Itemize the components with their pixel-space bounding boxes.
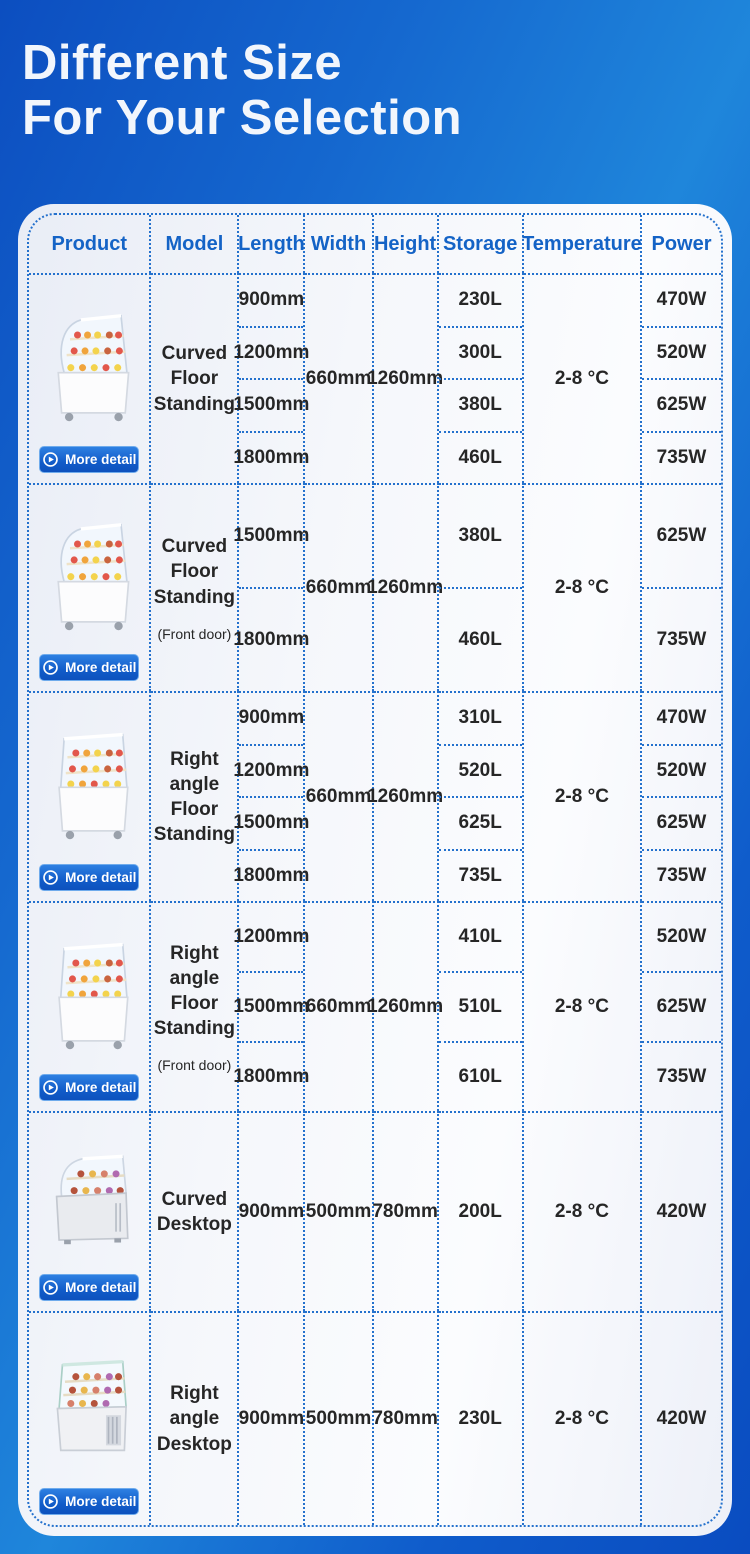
- width-cell: 500mm: [305, 1311, 373, 1525]
- model-name: Curved Desktop: [156, 1188, 232, 1235]
- model-note: (Front door): [157, 1057, 232, 1074]
- column-header-width: Width: [305, 215, 373, 273]
- model-name: Curved Floor Standing: [153, 536, 236, 608]
- length-cell: [233, 691, 310, 901]
- width-cell: 500mm: [305, 1111, 373, 1311]
- storage-value: 230L: [439, 275, 522, 328]
- model-cell: [151, 483, 239, 691]
- power-value: 625W: [642, 973, 721, 1043]
- length-cell: [239, 1111, 305, 1311]
- storage-value: 460L: [458, 629, 502, 650]
- storage-value: 610L: [458, 1066, 502, 1087]
- column-header-model: Model: [151, 215, 239, 273]
- product-image-curved-floor: [39, 495, 139, 654]
- length-value: 1200mm: [239, 328, 303, 381]
- page-title-line-1: Different Size Different Size: [22, 36, 462, 91]
- length-value: 1500mm: [239, 380, 303, 433]
- product-image-right-desktop: [39, 1323, 139, 1488]
- power-value: 470W: [642, 693, 721, 746]
- length-value: 900mm: [238, 1408, 305, 1429]
- storage-value: 310L: [439, 693, 522, 746]
- model-cell: [151, 1111, 239, 1311]
- product-image-curved-desktop: [39, 1123, 139, 1274]
- power-value: 520W: [642, 328, 721, 381]
- more-detail-label: More detail: [65, 1080, 137, 1095]
- product-cell: [29, 483, 151, 691]
- storage-value: 200L: [458, 1201, 502, 1222]
- more-detail-label: More detail: [65, 452, 137, 467]
- model-name: Right angle Floor Standing: [153, 942, 236, 1040]
- power-value: 420W: [656, 1408, 707, 1429]
- more-detail-label: More detail: [65, 1494, 137, 1509]
- column-header-storage: Storage: [439, 215, 524, 273]
- more-detail-label: More detail: [65, 870, 137, 885]
- length-value: 1500mm: [239, 798, 303, 851]
- temperature-cell: 2-8 °C: [524, 691, 642, 901]
- play-icon: [42, 1279, 59, 1296]
- model-cell: [151, 901, 239, 1111]
- power-value: 470W: [642, 275, 721, 328]
- play-icon: [42, 451, 59, 468]
- storage-cell: [439, 901, 524, 1111]
- temperature-cell: 2-8 °C: [524, 273, 642, 483]
- storage-cell: [439, 483, 524, 691]
- height-cell: 780mm: [374, 1311, 439, 1525]
- storage-cell: [439, 273, 524, 483]
- product-cell: [29, 1311, 151, 1525]
- storage-cell: [439, 1311, 524, 1525]
- storage-cell: [439, 691, 524, 901]
- model-cell: [151, 273, 239, 483]
- power-value: 625W: [642, 798, 721, 851]
- length-value: 1200mm: [239, 746, 303, 799]
- length-value: 1200mm: [239, 903, 303, 973]
- power-cell: [642, 1111, 721, 1311]
- length-value: 900mm: [239, 693, 303, 746]
- storage-value: 410L: [439, 903, 522, 973]
- height-cell: 1260mm: [374, 691, 439, 901]
- length-value: 1500mm: [239, 973, 303, 1043]
- temperature-cell: 2-8 °C: [524, 1311, 642, 1525]
- length-cell: [239, 1311, 305, 1525]
- length-cell: [233, 483, 310, 691]
- power-cell: [642, 273, 721, 483]
- length-value: 1800mm: [233, 629, 310, 650]
- power-value: 735W: [656, 1066, 707, 1087]
- more-detail-button[interactable]: [39, 654, 139, 681]
- storage-value: 460L: [458, 446, 502, 468]
- storage-cell: [439, 1111, 524, 1311]
- product-image-right-floor: [39, 913, 139, 1074]
- more-detail-button[interactable]: [39, 1074, 139, 1101]
- power-value: 625W: [642, 380, 721, 433]
- power-value: 735W: [656, 629, 707, 650]
- model-name: Curved Floor Standing: [153, 343, 236, 415]
- power-cell: [642, 483, 721, 691]
- model-note: (Front door): [157, 625, 232, 642]
- length-value: 1800mm: [233, 446, 310, 468]
- model-name: Right angle Desktop: [156, 1383, 232, 1455]
- storage-value: 510L: [439, 973, 522, 1043]
- length-value: 1800mm: [233, 1066, 310, 1087]
- width-cell: 660mm: [305, 483, 373, 691]
- play-icon: [42, 1079, 59, 1096]
- storage-value: 300L: [439, 328, 522, 381]
- storage-value: 735L: [458, 864, 502, 886]
- width-cell: 660mm: [305, 901, 373, 1111]
- column-header-length: Length: [239, 215, 305, 273]
- height-cell: 1260mm: [374, 901, 439, 1111]
- storage-value: 380L: [439, 485, 522, 589]
- column-header-power: Power: [651, 232, 712, 255]
- product-image-curved-floor: [39, 285, 139, 446]
- column-header-product: Product: [29, 215, 151, 273]
- power-value: 625W: [642, 485, 721, 589]
- storage-value: 520L: [439, 746, 522, 799]
- power-cell: [642, 901, 721, 1111]
- width-cell: 660mm: [305, 691, 373, 901]
- page-title-line-2: For Your Selection For Your Selection: [22, 91, 462, 146]
- product-cell: [29, 691, 151, 901]
- height-cell: 780mm: [374, 1111, 439, 1311]
- height-cell: 1260mm: [374, 483, 439, 691]
- storage-value: 380L: [439, 380, 522, 433]
- power-value: 735W: [656, 446, 707, 468]
- more-detail-label: More detail: [65, 660, 137, 675]
- play-icon: [42, 659, 59, 676]
- product-image-right-floor: [39, 703, 139, 864]
- length-value: 1800mm: [233, 864, 310, 886]
- power-value: 735W: [656, 864, 707, 886]
- column-header-height: Height: [374, 215, 439, 273]
- hero-title: [22, 36, 462, 146]
- power-cell: [642, 1311, 721, 1525]
- height-cell: 1260mm: [374, 273, 439, 483]
- width-cell: 660mm: [305, 273, 373, 483]
- product-cell: [29, 273, 151, 483]
- power-value: 420W: [656, 1201, 707, 1222]
- power-value: 520W: [642, 903, 721, 973]
- temperature-cell: 2-8 °C: [524, 1111, 642, 1311]
- temperature-cell: 2-8 °C: [524, 901, 642, 1111]
- spec-table-card: [18, 204, 732, 1536]
- more-detail-button[interactable]: [39, 446, 139, 473]
- more-detail-button[interactable]: [39, 1488, 139, 1515]
- length-value: 900mm: [238, 1201, 305, 1222]
- power-cell: [642, 691, 721, 901]
- temperature-cell: 2-8 °C: [524, 483, 642, 691]
- product-cell: [29, 1111, 151, 1311]
- product-cell: [29, 901, 151, 1111]
- more-detail-button[interactable]: [39, 864, 139, 891]
- length-value: 1500mm: [239, 485, 303, 589]
- play-icon: [42, 1493, 59, 1510]
- spec-table: [27, 213, 723, 1527]
- power-value: 520W: [642, 746, 721, 799]
- more-detail-button[interactable]: [39, 1274, 139, 1301]
- length-cell: [233, 273, 310, 483]
- more-detail-label: More detail: [65, 1280, 137, 1295]
- length-value: 900mm: [239, 275, 303, 328]
- length-cell: [233, 901, 310, 1111]
- column-header-temperature: Temperature: [524, 215, 642, 273]
- play-icon: [42, 869, 59, 886]
- storage-value: 625L: [439, 798, 522, 851]
- storage-value: 230L: [458, 1408, 502, 1429]
- model-cell: [151, 691, 239, 901]
- model-cell: [151, 1311, 239, 1525]
- model-name: Right angle Floor Standing: [153, 748, 236, 846]
